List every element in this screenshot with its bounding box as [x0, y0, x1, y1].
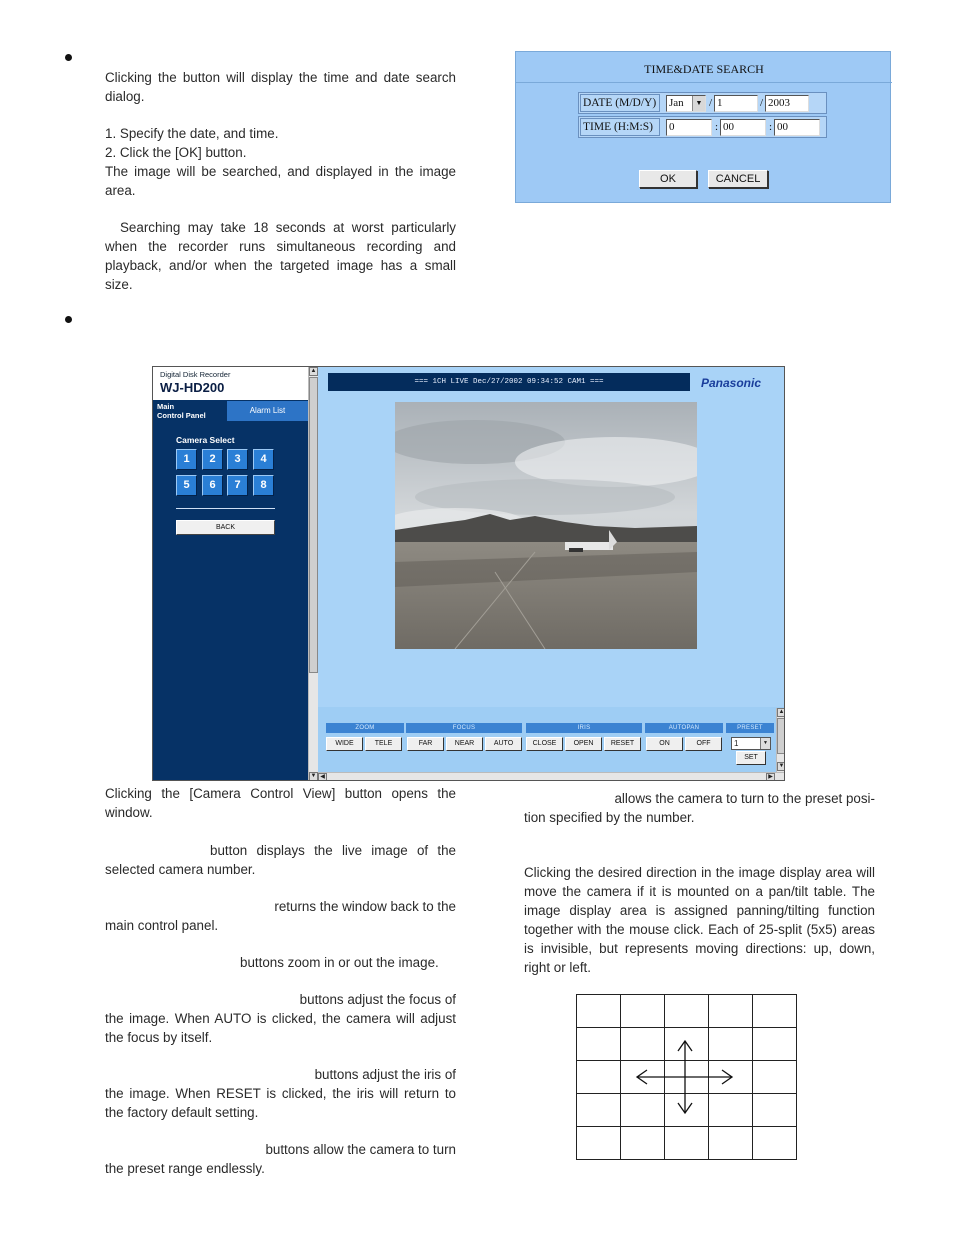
hour-input[interactable]: 0 — [666, 119, 712, 136]
preset-desc-line-1: allows the camera to turn to the preset posi- — [614, 791, 875, 806]
month-value: Jan — [669, 97, 684, 109]
left-pane-scrollbar[interactable] — [308, 367, 318, 781]
panel-divider — [176, 508, 275, 509]
preset-group-header: PRESET — [726, 723, 774, 733]
tab-main-label-2: Control Panel — [157, 410, 206, 420]
focus-buttons-desc — [105, 990, 456, 1047]
model-name: WJ-HD200 — [160, 380, 225, 395]
product-header — [153, 367, 308, 400]
tab-alarm-list[interactable]: Alarm List — [227, 401, 308, 421]
camera-button-5[interactable]: 5 — [176, 475, 197, 496]
camera-button-6[interactable]: 6 — [202, 475, 223, 496]
autopan-desc-line-2: the preset range endlessly. — [105, 1161, 265, 1176]
bullet-camera-control — [65, 316, 72, 323]
minute-input[interactable]: 00 — [720, 119, 766, 136]
back-desc-line-2: main control panel. — [105, 918, 219, 933]
camera-button-4[interactable]: 4 — [253, 449, 274, 470]
iris-reset-button[interactable]: RESET — [604, 737, 641, 751]
date-label: DATE (M/D/Y) — [580, 94, 660, 112]
camera-button-7[interactable]: 7 — [227, 475, 248, 496]
tab-main-control-panel[interactable] — [153, 401, 227, 421]
autopan-on-button[interactable]: ON — [646, 737, 683, 751]
preset-set-button[interactable]: SET — [736, 751, 766, 765]
iris-open-button[interactable]: OPEN — [565, 737, 602, 751]
bullet-time-date-search — [65, 54, 72, 61]
time-separator: : — [715, 121, 719, 133]
autopan-group-header: AUTOPAN — [645, 723, 723, 733]
main-control-panel — [153, 367, 308, 781]
zoom-tele-button[interactable]: TELE — [365, 737, 402, 751]
camera-button-2[interactable]: 2 — [202, 449, 223, 470]
zoom-group-header: ZOOM — [326, 723, 404, 733]
focus-desc-line-1: buttons adjust the focus of — [299, 992, 456, 1007]
scrollbar-thumb[interactable] — [309, 377, 318, 673]
scroll-right-icon[interactable]: ▶ — [766, 773, 775, 781]
back-desc-line-1: returns the window back to the — [274, 899, 456, 914]
dialog-title: TIME&DATE SEARCH — [644, 62, 764, 76]
time-label: TIME (H:M:S) — [580, 118, 660, 136]
preset-desc — [524, 789, 875, 827]
zoom-wide-button[interactable]: WIDE — [326, 737, 363, 751]
iris-desc-line-2: the image. When RESET is clicked, the iris will return to the factory default setting. — [105, 1086, 456, 1120]
month-select[interactable] — [666, 95, 706, 112]
time-row — [578, 116, 827, 138]
pan-tilt-desc: Clicking the desired direction in the image display area will move the camera if it is mounted on a pan/tilt table. The image display area is assigned panning/tilting function together with the mouse click. Each of 25-split (5x5) areas is invisible, but represents moving directions: up, down, right or left. — [524, 865, 875, 975]
live-camera-image[interactable] — [395, 402, 697, 649]
search-note-text: Searching may take 18 seconds at worst particularly when the recorder runs simultaneous recording and playback, and/or when the targeted image has a small size. — [105, 220, 456, 292]
image-pane-scrollbar[interactable] — [776, 367, 785, 703]
iris-close-button[interactable]: CLOSE — [526, 737, 563, 751]
camera-control-area — [318, 707, 785, 781]
tab-main-label-1: Main — [157, 402, 175, 411]
date-separator: / — [760, 97, 764, 109]
date-separator: / — [709, 97, 713, 109]
scroll-left-icon[interactable]: ◀ — [318, 773, 327, 781]
focus-auto-button[interactable]: AUTO — [485, 737, 522, 751]
back-button-desc — [105, 897, 456, 935]
search-intro-text: Clicking the button will display the time and date search dialog. — [105, 70, 456, 104]
search-result-text: The image will be searched, and displayed in the image area. — [105, 164, 456, 198]
preset-desc-line-2: tion specified by the number. — [524, 810, 695, 825]
dialog-divider — [516, 82, 892, 83]
focus-far-button[interactable]: FAR — [407, 737, 444, 751]
iris-desc-line-1: buttons adjust the iris of — [314, 1067, 456, 1082]
focus-desc-line-2: the image. When AUTO is clicked, the camera will adjust the focus by itself. — [105, 1011, 456, 1045]
iris-group-header: IRIS — [526, 723, 642, 733]
camera-button-8[interactable]: 8 — [253, 475, 274, 496]
second-input[interactable]: 00 — [774, 119, 820, 136]
autopan-buttons-desc — [105, 1140, 456, 1178]
search-step-2: 2. Click the [OK] button. — [105, 145, 247, 160]
camera-select-label: Camera Select — [176, 435, 235, 445]
time-separator: : — [769, 121, 773, 133]
back-button[interactable]: BACK — [176, 520, 275, 535]
camera-button-3[interactable]: 3 — [227, 449, 248, 470]
camera-control-window — [152, 366, 785, 781]
ok-button[interactable]: OK — [639, 170, 697, 188]
search-step-1: 1. Specify the date, and time. — [105, 126, 279, 141]
chevron-down-icon[interactable]: ▼ — [692, 96, 705, 111]
scroll-down-icon[interactable]: ▼ — [778, 763, 785, 769]
direction-arrows-icon — [577, 995, 796, 1159]
year-input[interactable]: 2003 — [765, 95, 809, 112]
camera-button-desc — [105, 841, 456, 879]
pan-tilt-grid-diagram — [576, 994, 797, 1160]
focus-group-header: FOCUS — [406, 723, 522, 733]
zoom-buttons-desc: buttons zoom in or out the image. — [240, 955, 439, 970]
scroll-up-icon[interactable]: ▲ — [778, 709, 785, 715]
focus-near-button[interactable]: NEAR — [446, 737, 483, 751]
horizontal-scrollbar[interactable] — [318, 772, 785, 781]
preset-select[interactable] — [731, 737, 771, 750]
cancel-button[interactable]: CANCEL — [708, 170, 768, 188]
time-date-search-dialog — [515, 51, 891, 203]
camera-control-view-text: Clicking the [Camera Control View] button opens the window. — [105, 786, 456, 820]
airport-scene-image — [395, 402, 697, 649]
camera-button-desc-line: button displays the live image of the selected camera number. — [105, 843, 456, 877]
product-line: Digital Disk Recorder — [160, 370, 231, 379]
date-row — [578, 92, 827, 114]
autopan-desc-line-1: buttons allow the camera to turn — [265, 1142, 456, 1157]
preset-value: 1 — [734, 739, 739, 748]
scrollbar-thumb[interactable] — [777, 718, 785, 754]
autopan-off-button[interactable]: OFF — [685, 737, 722, 751]
control-area-scrollbar[interactable] — [776, 708, 785, 772]
scroll-up-icon[interactable]: ▲ — [310, 368, 317, 374]
iris-buttons-desc — [105, 1065, 456, 1122]
chevron-down-icon[interactable]: ▼ — [760, 738, 770, 749]
scroll-down-icon[interactable]: ▼ — [310, 773, 317, 779]
image-display-pane — [318, 367, 785, 781]
live-status-bar: === 1CH LIVE Dec/27/2002 09:34:52 CAM1 === — [328, 373, 690, 391]
brand-logo: Panasonic — [701, 376, 762, 390]
camera-button-1[interactable]: 1 — [176, 449, 197, 470]
day-input[interactable]: 1 — [714, 95, 758, 112]
